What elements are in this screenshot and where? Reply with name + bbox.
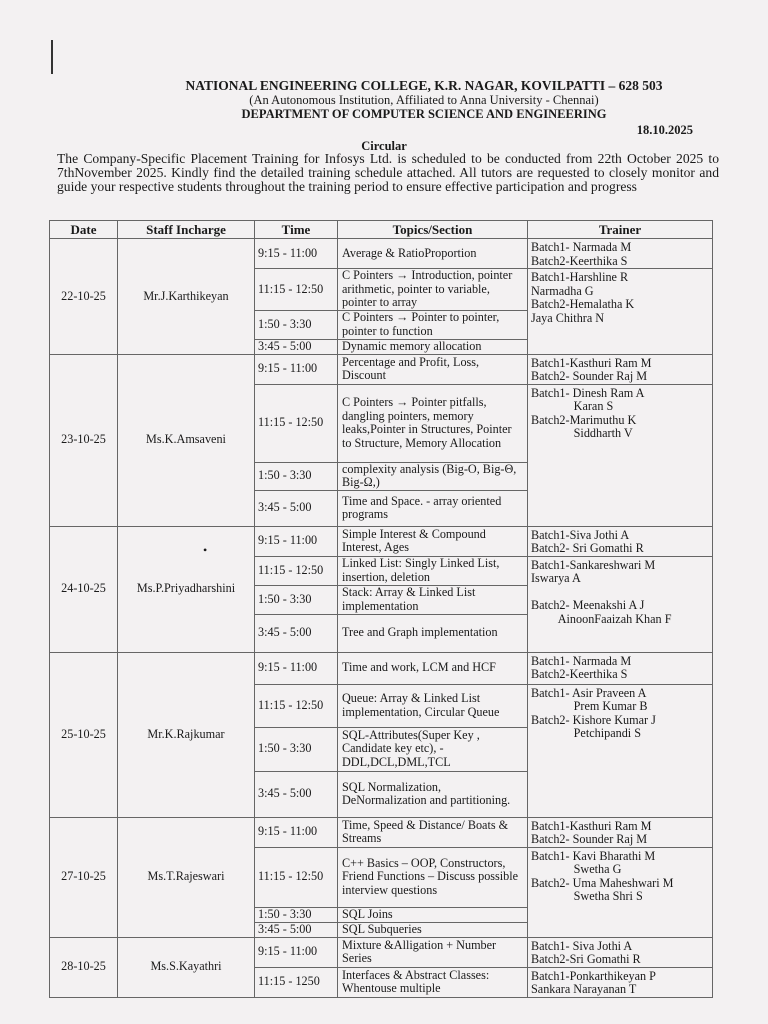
session-time: 11:15 - 12:50 <box>255 556 338 585</box>
session-topic: Average & RatioProportion <box>338 239 528 269</box>
session-time: 9:15 - 11:00 <box>255 817 338 847</box>
session-topic: SQL-Attributes(Super Key , Candidate key etc), -DDL,DCL,DML,TCL <box>338 727 528 771</box>
trainer-cell <box>528 847 713 937</box>
session-time: 9:15 - 11:00 <box>255 239 338 269</box>
college-name: NATIONAL ENGINEERING COLLEGE, K.R. NAGAR, KOVILPATTI – 628 503 <box>185 78 663 93</box>
session-time: 3:45 - 5:00 <box>255 614 338 652</box>
session-time: 9:15 - 11:00 <box>255 937 338 967</box>
day-date: 28-10-25 <box>50 937 118 997</box>
session-topic: C++ Basics – OOP, Constructors, Friend Functions – Discuss possible interview questions <box>338 847 528 907</box>
trainer-names: Batch1-Kasthuri Ram M Batch2- Sounder Raj M <box>531 818 652 846</box>
session-time: 3:45 - 5:00 <box>255 490 338 526</box>
margin-mark <box>51 40 53 74</box>
trainer-cell <box>528 269 713 355</box>
trainer-cell <box>528 937 713 967</box>
staff-incharge: Ms.S.Kayathri <box>118 937 255 997</box>
table-row <box>50 526 713 556</box>
session-topic: Tree and Graph implementation <box>338 614 528 652</box>
trainer-names: Batch1-Kasthuri Ram M Batch2- Sounder Raj M <box>531 355 652 383</box>
session-time: 3:45 - 5:00 <box>255 771 338 817</box>
session-topic: SQL Subqueries <box>338 922 528 937</box>
trainer-cell <box>528 354 713 384</box>
trainer-names: Batch1-Harshline R Narmadha G Batch2-Hemalatha K Jaya Chithra N <box>531 270 635 325</box>
table-row <box>50 652 713 684</box>
trainer-cell <box>528 384 713 526</box>
staff-incharge: Mr.J.Karthikeyan <box>118 239 255 355</box>
staff-incharge: Ms.T.Rajeswari <box>118 817 255 937</box>
trainer-cell <box>528 817 713 847</box>
session-topic: Interfaces & Abstract Classes: Whentouse multiple <box>338 967 528 997</box>
header-trainer: Trainer <box>528 221 713 239</box>
session-time: 11:15 - 1250 <box>255 967 338 997</box>
trainer-cell <box>528 239 713 269</box>
session-time: 11:15 - 12:50 <box>255 847 338 907</box>
session-time: 1:50 - 3:30 <box>255 727 338 771</box>
session-topic: C Pointers → Pointer pitfalls, dangling pointers, memory leaks,Pointer in Structures, Pointer to Structure, Memory Allocation <box>338 384 528 462</box>
day-date: 27-10-25 <box>50 817 118 937</box>
session-time: 1:50 - 3:30 <box>255 585 338 614</box>
header-time: Time <box>255 221 338 239</box>
session-time: 3:45 - 5:00 <box>255 339 338 354</box>
table-row <box>50 239 713 269</box>
session-time: 11:15 - 12:50 <box>255 269 338 311</box>
session-topic: complexity analysis (Big-O, Big-Θ, Big-Ω,) <box>338 462 528 490</box>
session-topic: Time and work, LCM and HCF <box>338 652 528 684</box>
table-header-row <box>50 221 713 239</box>
trainer-cell <box>528 556 713 652</box>
schedule-table <box>49 220 713 998</box>
trainer-names: Batch1-Sankareshwari M Iswarya A Batch2- Meenakshi A J AinoonFaaizah Khan F <box>531 557 672 626</box>
college-affiliation: (An Autonomous Institution, Affiliated to Anna University - Chennai) <box>249 93 599 107</box>
session-topic: C Pointers → Introduction, pointer arithmetic, pointer to variable, pointer to array <box>338 269 528 311</box>
header-topics: Topics/Section <box>338 221 528 239</box>
session-time: 3:45 - 5:00 <box>255 922 338 937</box>
session-time: 1:50 - 3:30 <box>255 310 338 339</box>
trainer-cell <box>528 526 713 556</box>
session-time: 11:15 - 12:50 <box>255 384 338 462</box>
trainer-cell <box>528 652 713 684</box>
session-topic: Dynamic memory allocation <box>338 339 528 354</box>
trainer-names: Batch1-Ponkarthikeyan P Sankara Narayanan T <box>531 968 656 996</box>
session-topic: SQL Normalization, DeNormalization and partitioning. <box>338 771 528 817</box>
session-topic: Linked List: Singly Linked List, insertion, deletion <box>338 556 528 585</box>
header-date: Date <box>50 221 118 239</box>
trainer-names: Batch1- Dinesh Ram A Karan S Batch2-Marimuthu K Siddharth V <box>531 385 645 440</box>
session-topic: Queue: Array & Linked List implementation, Circular Queue <box>338 684 528 727</box>
session-time: 9:15 - 11:00 <box>255 526 338 556</box>
trainer-names: Batch1- Siva Jothi A Batch2-Sri Gomathi R <box>531 938 641 966</box>
session-topic: Time, Speed & Distance/ Boats & Streams <box>338 817 528 847</box>
session-time: 1:50 - 3:30 <box>255 907 338 922</box>
stray-dot: • <box>203 543 208 557</box>
trainer-names: Batch1- Asir Praveen A Prem Kumar B Batch2- Kishore Kumar J Petchipandi S <box>531 685 656 740</box>
department-name: DEPARTMENT OF COMPUTER SCIENCE AND ENGINEERING <box>241 107 607 121</box>
trainer-names: Batch1- Narmada M Batch2-Keerthika S <box>531 653 632 681</box>
session-time: 1:50 - 3:30 <box>255 462 338 490</box>
table-row <box>50 817 713 847</box>
circular-date: 18.10.2025 <box>636 123 693 137</box>
session-time: 9:15 - 11:00 <box>255 652 338 684</box>
day-date: 23-10-25 <box>50 354 118 526</box>
session-topic: C Pointers → Pointer to pointer, pointer to function <box>338 310 528 339</box>
session-topic: Simple Interest & Compound Interest, Ages <box>338 526 528 556</box>
table-row <box>50 937 713 967</box>
trainer-names: Batch1- Kavi Bharathi M Swetha G Batch2- Uma Maheshwari M Swetha Shri S <box>531 848 674 903</box>
trainer-names: Batch1- Narmada M Batch2-Keerthika S <box>531 240 632 268</box>
day-date: 24-10-25 <box>50 526 118 652</box>
session-topic: Stack: Array & Linked List implementation <box>338 585 528 614</box>
staff-incharge: Ms.K.Amsaveni <box>118 354 255 526</box>
table-row <box>50 354 713 384</box>
session-topic: Time and Space. - array oriented programs <box>338 490 528 526</box>
trainer-cell <box>528 967 713 997</box>
day-date: 22-10-25 <box>50 239 118 355</box>
trainer-names: Batch1-Siva Jothi A Batch2- Sri Gomathi R <box>531 527 644 555</box>
header-staff: Staff Incharge <box>118 221 255 239</box>
session-topic: Percentage and Profit, Loss, Discount <box>338 354 528 384</box>
staff-incharge: Mr.K.Rajkumar <box>118 652 255 817</box>
intro-paragraph: The Company-Specific Placement Training for Infosys Ltd. is scheduled to be conducted from 22th October 2025 to 7thNovember 2025. Kindly find the detailed training schedule attached. All tutors are requested to closely monitor and guide your respective students throughout the training period to ensure effective participation and progress <box>57 151 719 195</box>
session-time: 11:15 - 12:50 <box>255 684 338 727</box>
trainer-cell <box>528 684 713 817</box>
day-date: 25-10-25 <box>50 652 118 817</box>
session-topic: Mixture &Alligation + Number Series <box>338 937 528 967</box>
session-topic: SQL Joins <box>338 907 528 922</box>
circular-title: Circular <box>361 139 407 153</box>
staff-incharge: Ms.P.Priyadharshini <box>118 526 255 652</box>
session-time: 9:15 - 11:00 <box>255 354 338 384</box>
